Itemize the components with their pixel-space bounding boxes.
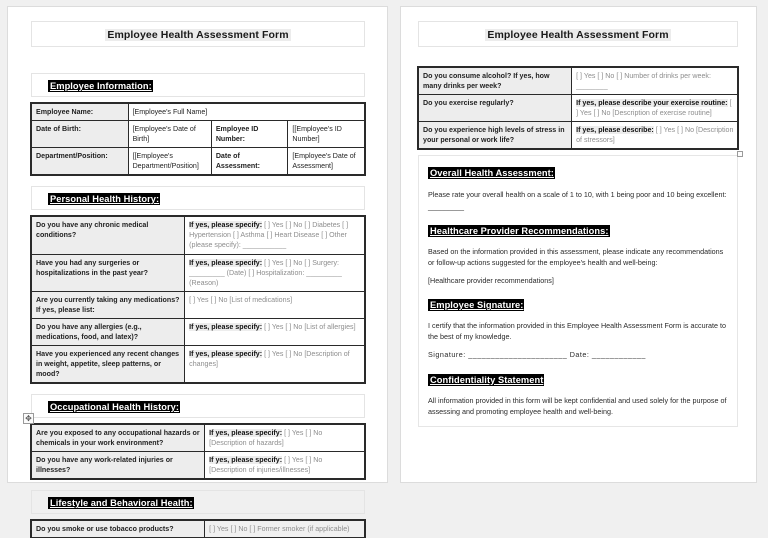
table-row[interactable]	[32, 318, 365, 345]
confidentiality-statement-paragraph: All information provided in this form will be kept confidential and used solely for the purpose of assessing and promoting employee health and well-being.	[428, 395, 727, 416]
answer-stress[interactable]	[572, 122, 738, 149]
answer-prefix: If yes, please specify:	[189, 221, 263, 230]
answer-surgeries[interactable]	[185, 254, 365, 291]
question-medications: Are you currently taking any medications? If yes, please list:	[32, 291, 185, 318]
section-heading-employee-signature	[428, 295, 728, 313]
employee-signature-paragraph: I certify that the information provided in this Employee Health Assessment Form is accurate to the best of my knowledge.	[428, 321, 727, 342]
overall-health-assessment-paragraph: Please rate your overall health on a scale of 1 to 10, with 1 being poor and 10 being excellent: _________	[428, 190, 727, 211]
answer-prefix: If yes, please specify:	[209, 456, 283, 465]
answer-body: [ ] Yes [ ] No [ ] Surgery: _________ (Date) [ ] Hospitalization: _________ (Reason)	[189, 258, 342, 287]
document-page-2	[400, 6, 757, 483]
document-page-1	[7, 6, 388, 534]
section-heading-lifestyle-behavioral-health	[31, 490, 365, 514]
table-row[interactable]	[419, 68, 738, 95]
section-heading-employee-information	[31, 73, 365, 97]
employee-name-value[interactable]: [Employee's Full Name]	[128, 104, 364, 121]
department-position-label: Department/Position:	[32, 148, 129, 175]
heading-label: Employee Information:	[50, 81, 152, 91]
table-row[interactable]	[32, 148, 365, 175]
heading-label: Personal Health History:	[50, 194, 160, 205]
question-tobacco-use: Do you smoke or use tobacco products?	[32, 521, 205, 538]
date-of-assessment-label: Date of Assessment:	[211, 148, 288, 175]
question-chronic-conditions: Do you have any chronic medical conditions?	[32, 217, 185, 254]
answer-body: [ ] Yes [ ] No [Description of exercise routine]	[576, 99, 732, 118]
answer-body: [ ] Yes [ ] No [ ] Former smoker (if applicable)	[209, 525, 350, 534]
page-2-content-area	[418, 155, 738, 427]
answer-medications[interactable]	[185, 291, 365, 318]
employee-name-label: Employee Name:	[32, 104, 129, 121]
section-heading-healthcare-provider-recommendations	[428, 221, 728, 239]
answer-body: [ ] Yes [ ] No [List of medications]	[189, 295, 293, 304]
heading-label: Occupational Health History:	[50, 402, 179, 413]
section-heading-confidentiality-statement	[428, 370, 728, 388]
table-row[interactable]	[32, 104, 365, 121]
question-exercise: Do you exercise regularly?	[419, 95, 572, 122]
table-row[interactable]	[32, 291, 365, 318]
table-row[interactable]	[32, 521, 365, 538]
table-row[interactable]	[32, 425, 365, 452]
answer-body: [ ] Yes [ ] No [ ] Number of drinks per week: ________	[576, 72, 711, 91]
answer-occupational-hazards[interactable]	[205, 425, 365, 452]
employee-information-table[interactable]	[31, 103, 365, 175]
page-title: Employee Health Assessment Form	[107, 29, 289, 41]
answer-exercise[interactable]	[572, 95, 738, 122]
answer-body: [ ] Yes [ ] No [Description of stressors]	[576, 126, 734, 145]
date-of-birth-value[interactable]: [Employee's Date of Birth]	[128, 121, 211, 148]
occupational-health-history-table[interactable]	[31, 424, 365, 479]
answer-body: [ ] Yes [ ] No [Description of hazards]	[209, 429, 323, 448]
table-resize-handle-icon[interactable]	[737, 151, 743, 157]
lifestyle-behavioral-health-table[interactable]	[31, 520, 365, 538]
answer-prefix: If yes, please describe your exercise routine:	[576, 99, 728, 108]
question-surgeries: Have you had any surgeries or hospitalizations in the past year?	[32, 254, 185, 291]
answer-tobacco-use[interactable]	[205, 521, 365, 538]
page-1-title-box	[31, 21, 365, 47]
page-title: Employee Health Assessment Form	[487, 29, 669, 41]
table-row[interactable]	[419, 95, 738, 122]
page-2-title-box	[418, 21, 738, 47]
answer-alcohol-consumption[interactable]	[572, 68, 738, 95]
date-of-birth-label: Date of Birth:	[32, 121, 129, 148]
answer-chronic-conditions[interactable]	[185, 217, 365, 254]
heading-label: Overall Health Assessment:	[430, 168, 554, 179]
answer-body: [ ] Yes [ ] No [ ] Diabetes [ ] Hypertension [ ] Asthma [ ] Heart Disease [ ] Other (please specify): ___________	[189, 221, 349, 250]
department-position-value[interactable]: [[Employee's Department/Position]	[128, 148, 211, 175]
question-recent-changes: Have you experienced any recent changes in weight, appetite, sleep patterns, or mood?	[32, 345, 185, 382]
question-stress: Do you experience high levels of stress in your personal or work life?	[419, 122, 572, 149]
answer-prefix: If yes, please describe:	[576, 126, 654, 135]
question-allergies: Do you have any allergies (e.g., medications, food, and latex)?	[32, 318, 185, 345]
answer-allergies[interactable]	[185, 318, 365, 345]
answer-prefix: If yes, please specify:	[189, 349, 263, 358]
section-heading-overall-health-assessment	[428, 163, 728, 181]
section-heading-occupational-health-history	[31, 394, 365, 418]
signature-date-line[interactable]: Signature: ______________________ Date: ____________	[428, 350, 646, 360]
employee-id-value[interactable]: [[Employee's ID Number]	[288, 121, 365, 148]
table-row[interactable]	[32, 254, 365, 291]
employee-id-label: Employee ID Number:	[211, 121, 288, 148]
table-row[interactable]	[32, 345, 365, 382]
personal-health-history-table[interactable]	[31, 216, 365, 383]
lifestyle-continued-table[interactable]	[418, 67, 738, 149]
answer-prefix: If yes, please specify:	[189, 322, 263, 331]
answer-prefix: If yes, please specify:	[209, 429, 283, 438]
table-move-handle-icon[interactable]: ✥	[23, 413, 34, 424]
answer-body: [ ] Yes [ ] No [Description of changes]	[189, 349, 350, 368]
answer-body: [ ] Yes [ ] No [Description of injuries/illnesses]	[209, 456, 323, 475]
table-row[interactable]	[32, 217, 365, 254]
question-work-related-injuries: Do you have any work-related injuries or illnesses?	[32, 452, 205, 479]
healthcare-provider-recommendations-paragraph: Based on the information provided in this assessment, please indicate any recommendations or follow-up actions suggested for the employee's health and well-being:	[428, 246, 724, 267]
table-row[interactable]	[32, 452, 365, 479]
question-alcohol-consumption: Do you consume alcohol? If yes, how many drinks per week?	[419, 68, 572, 95]
heading-label: Employee Signature:	[430, 300, 524, 311]
answer-recent-changes[interactable]	[185, 345, 365, 382]
answer-body: [ ] Yes [ ] No [List of allergies]	[262, 322, 356, 331]
heading-label: Confidentiality Statement	[430, 374, 544, 385]
answer-work-related-injuries[interactable]	[205, 452, 365, 479]
question-occupational-hazards: Are you exposed to any occupational hazards or chemicals in your work environment?	[32, 425, 205, 452]
table-row[interactable]	[419, 122, 738, 149]
section-heading-personal-health-history	[31, 186, 365, 210]
heading-label: Lifestyle and Behavioral Health:	[50, 498, 193, 509]
date-of-assessment-value[interactable]: [Employee's Date of Assessment]	[288, 148, 365, 175]
healthcare-provider-recommendations-placeholder[interactable]: [Healthcare provider recommendations]	[428, 276, 554, 285]
table-row[interactable]	[32, 121, 365, 148]
heading-label: Healthcare Provider Recommendations:	[430, 225, 609, 236]
answer-prefix: If yes, please specify:	[189, 258, 263, 267]
